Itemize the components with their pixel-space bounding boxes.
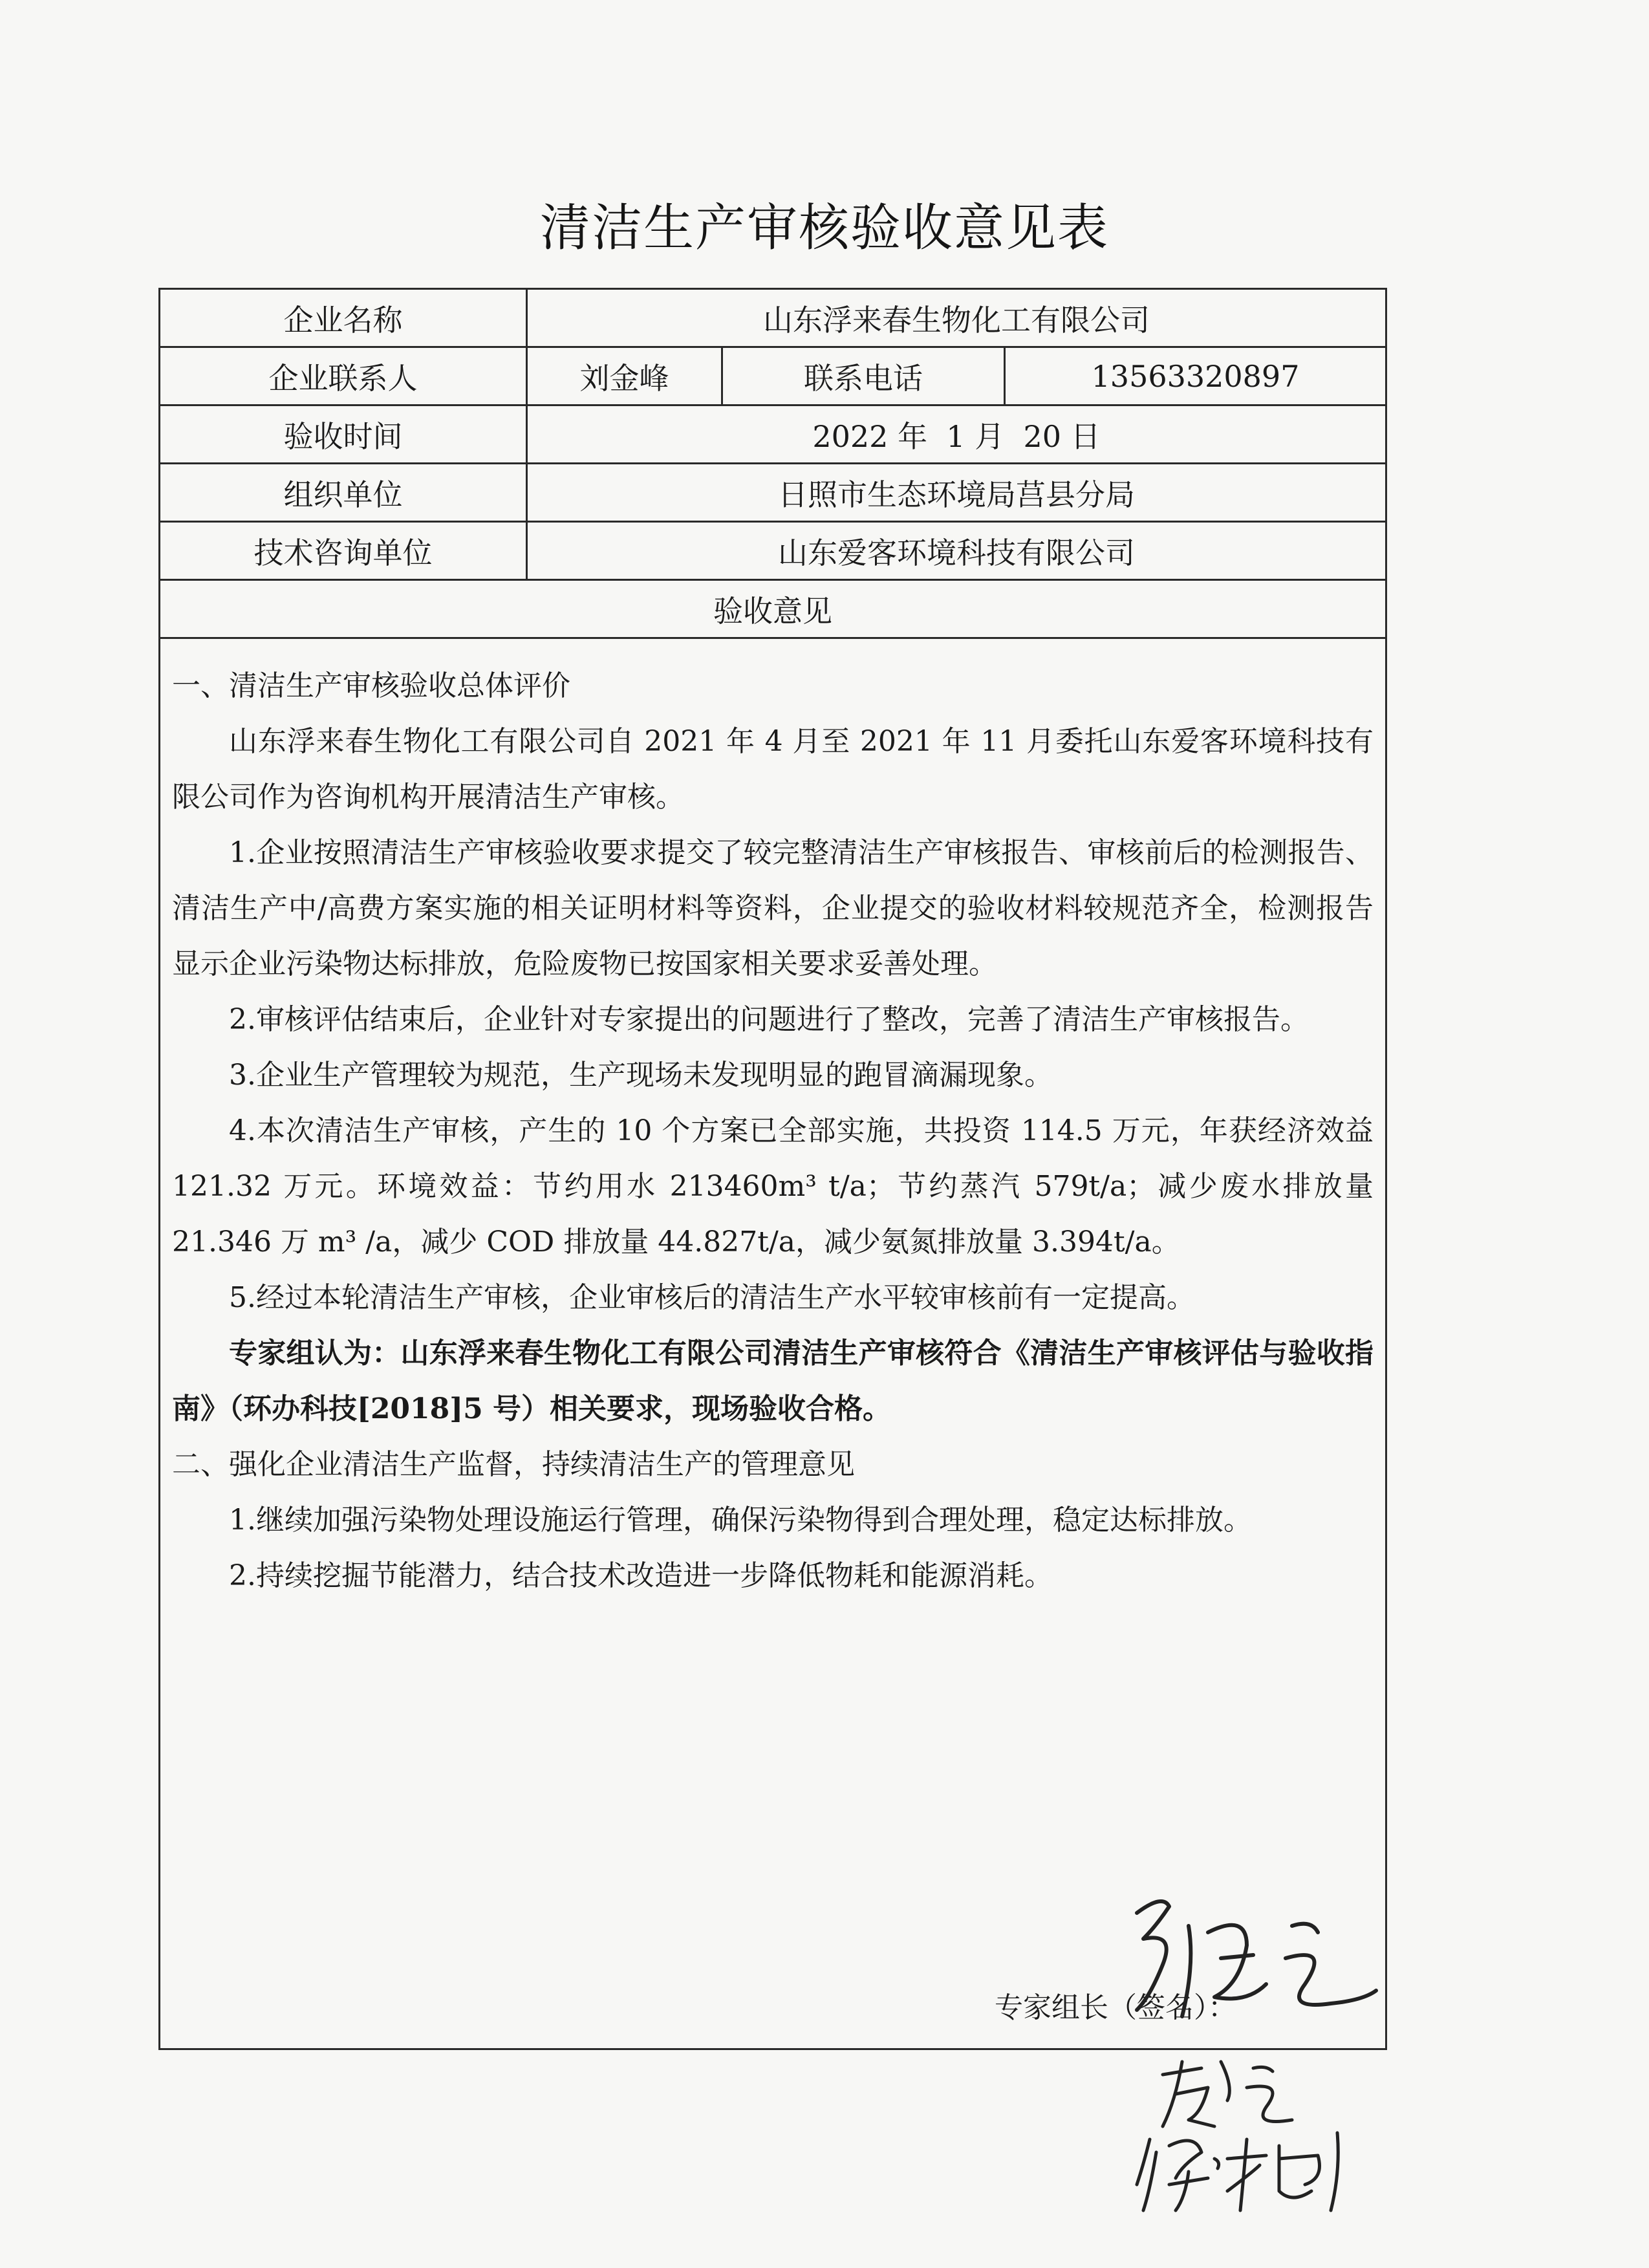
org-value: 日照市生态环境局莒县分局	[526, 464, 1385, 521]
section2-item-2: 2.持续挖掘节能潜力，结合技术改造进一步降低物耗和能源消耗。	[229, 1559, 1053, 1592]
section1-title: 一、清洁生产审核验收总体评价	[172, 669, 570, 702]
opinion-item-3: 3.企业生产管理较为规范，生产现场未发现明显的跑冒滴漏现象。	[229, 1059, 1053, 1092]
contact-name: 刘金峰	[526, 348, 721, 404]
opinion-item-5: 5.经过本轮清洁生产审核，企业审核后的清洁生产水平较审核前有一定提高。	[229, 1281, 1195, 1314]
expert-conclusion: 专家组认为：山东浮来春生物化工有限公司清洁生产审核符合《清洁生产审核评估与验收指南》（环办科技[2018]5 号）相关要求，现场验收合格。	[172, 1337, 1374, 1425]
company-name-value: 山东浮来春生物化工有限公司	[526, 290, 1385, 346]
company-name-label: 企业名称	[283, 302, 403, 338]
contact-label: 企业联系人	[268, 360, 418, 396]
intro-paragraph: 山东浮来春生物化工有限公司自 2021 年 4 月至 2021 年 11 月委托山东爱客环境科技有限公司作为咨询机构开展清洁生产审核。	[172, 725, 1374, 814]
row-consult	[160, 523, 1385, 581]
row-contact	[160, 348, 1385, 406]
signature-label: 专家组长（签名）：	[995, 1991, 1236, 2024]
consult-value: 山东爱客环境科技有限公司	[526, 523, 1385, 579]
section2-title: 二、强化企业清洁生产监督，持续清洁生产的管理意见	[172, 1448, 855, 1481]
phone-value: 13563320897	[1004, 348, 1385, 404]
section2-item-1: 1.继续加强污染物处理设施运行管理，确保污染物得到合理处理，稳定达标排放。	[229, 1504, 1252, 1537]
row-date	[160, 406, 1385, 464]
consult-label: 技术咨询单位	[253, 535, 433, 570]
signature-1	[1117, 1887, 1389, 2029]
signature-3	[1130, 2120, 1363, 2223]
org-label: 组织单位	[283, 477, 403, 512]
opinion-body	[172, 658, 1374, 1604]
document-title: 清洁生产审核验收意见表	[539, 199, 1109, 257]
phone-label: 联系电话	[721, 348, 1004, 404]
date-label: 验收时间	[283, 418, 403, 454]
acceptance-form-table	[158, 288, 1387, 2050]
opinion-item-1: 1.企业按照清洁生产审核验收要求提交了较完整清洁生产审核报告、审核前后的检测报告、清洁生产中/高费方案实施的相关证明材料等资料，企业提交的验收材料较规范齐全，检测报告显示企业污染物达标排放，危险废物已按国家相关要求妥善处理。	[172, 836, 1374, 980]
opinion-header: 验收意见	[713, 593, 832, 629]
date-value: 2022 年 1 月 20 日	[526, 406, 1385, 462]
row-opinion-header	[160, 581, 1385, 639]
row-org	[160, 464, 1385, 523]
opinion-item-4: 4.本次清洁生产审核，产生的 10 个方案已全部实施，共投资 114.5 万元，年获经济效益 121.32 万元。环境效益：节约用水 213460m³ t/a；节约蒸汽 579t/a；减少废水排放量 21.346 万 m³ /a，减少 COD 排放量 44.827t/a，减少氨氮排放量 3.394t/a。	[172, 1114, 1374, 1258]
row-company-name	[160, 290, 1385, 348]
opinion-item-2: 2.审核评估结束后，企业针对专家提出的问题进行了整改，完善了清洁生产审核报告。	[229, 1003, 1309, 1036]
